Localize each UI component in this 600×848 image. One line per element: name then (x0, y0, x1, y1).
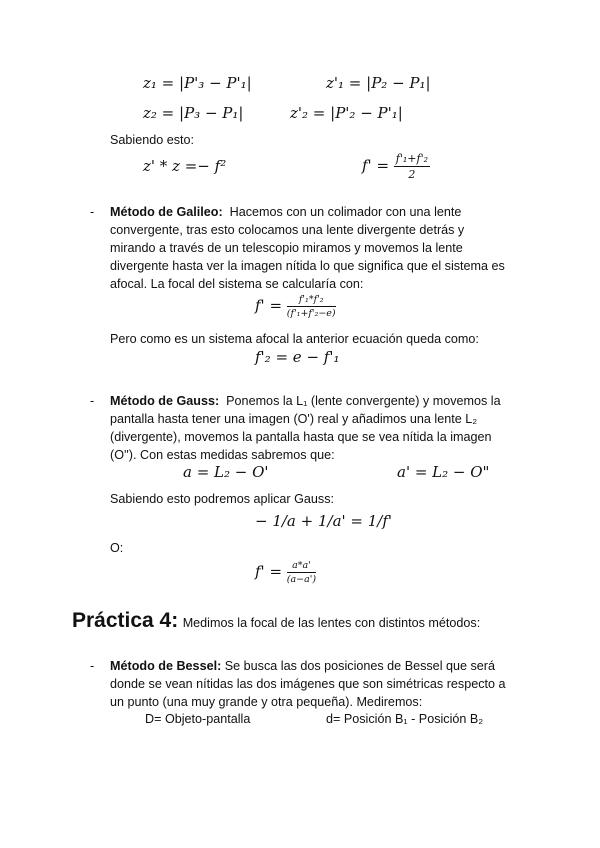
fraction-denominator: (f'₁+f'₂−e) (286, 308, 336, 319)
gauss-line-1 (110, 392, 501, 410)
gauss-f-lhs: f' = (255, 562, 283, 581)
practica-title: Práctica 4: (72, 609, 179, 632)
bullet-dash: - (90, 205, 95, 219)
galileo-text-1: Hacemos con un colimador con una lente (229, 205, 462, 219)
gauss-line-2: pantalla hasta tener una imagen (O') real y añadimos una lente L₂ (110, 412, 478, 426)
bullet-dash: - (90, 659, 95, 673)
fraction-numerator: f'₁*f'₂ (287, 294, 336, 307)
equation-z2-prime: z'₂ = |P'₂ − P'₁| (290, 104, 403, 122)
practica-heading (72, 609, 480, 633)
gauss-text-1: Ponemos la L₁ (lente convergente) y movemos la (226, 394, 501, 408)
fraction-denominator: 2 (408, 168, 416, 181)
equation-galileo-f2: f'₂ = e − f'₁ (255, 348, 340, 366)
galileo-pero-text: Pero como es un sistema afocal la anterior ecuación queda como: (110, 332, 479, 346)
gauss-o-text: O: (110, 541, 124, 555)
galileo-lhs: f' = (255, 296, 283, 315)
galileo-line-4: divergente hasta ver la imagen nítida lo que significa que el sistema es (110, 259, 505, 273)
bessel-title: Método de Bessel: (110, 659, 222, 673)
fraction-denominator: (a−a') (286, 574, 317, 585)
galileo-line-3: mirando a través de un telescopio miramos y movemos la lente (110, 241, 463, 255)
fraction-numerator: a*a' (287, 560, 316, 573)
galileo-line-1 (110, 203, 461, 221)
bessel-line-1 (110, 657, 495, 675)
galileo-line-5: afocal. La focal del sistema se calcularía con: (110, 277, 364, 291)
sabiendo-text: Sabiendo esto: (110, 133, 195, 147)
fprime-lhs: f' = (362, 156, 390, 175)
equation-gauss-a-prime: a' = L₂ − O" (397, 463, 490, 481)
bessel-d-text: d= Posición B₁ - Posición B₂ (326, 712, 484, 726)
fraction (287, 560, 316, 585)
bessel-D-text: D= Objeto-pantalla (145, 712, 251, 726)
fraction (394, 152, 430, 181)
equation-z1-prime: z'₁ = |P₂ − P₁| (326, 74, 431, 92)
gauss-line-3: (divergente), movemos la pantalla hasta que se vea nítida la imagen (110, 430, 492, 444)
equation-z1: z₁ = |P'₃ − P'₁| (143, 74, 252, 92)
equation-fprime-avg (362, 152, 430, 181)
gauss-line-4: (O''). Con estas medidas sabremos que: (110, 448, 335, 462)
fraction-numerator: f'₁+f'₂ (395, 152, 429, 165)
fraction (287, 294, 336, 319)
equation-galileo-focal (255, 294, 336, 319)
bessel-line-2: donde se vean nítidas las dos imágenes que son simétricas respecto a (110, 677, 506, 691)
galileo-title: Método de Galileo: (110, 205, 223, 219)
galileo-line-2: convergente, tras esto colocamos una lente divergente detrás y (110, 223, 465, 237)
bessel-text-1: Se busca las dos posiciones de Bessel que será (224, 659, 495, 673)
equation-zz: z' * z =− f² (143, 157, 227, 175)
equation-z2: z₂ = |P₃ − P₁| (143, 104, 244, 122)
practica-subtitle: Medimos la focal de las lentes con distintos métodos: (182, 616, 481, 630)
equation-gauss-sum: − 1/a + 1/a' = 1/f' (255, 512, 393, 530)
gauss-title: Método de Gauss: (110, 394, 220, 408)
equation-gauss-a: a = L₂ − O' (183, 463, 269, 481)
gauss-sabiendo-text: Sabiendo esto podremos aplicar Gauss: (110, 492, 335, 506)
equation-gauss-focal (255, 560, 316, 585)
bullet-dash: - (90, 394, 95, 408)
bessel-line-3: un punto (una muy grande y otra pequeña). Mediremos: (110, 695, 423, 709)
